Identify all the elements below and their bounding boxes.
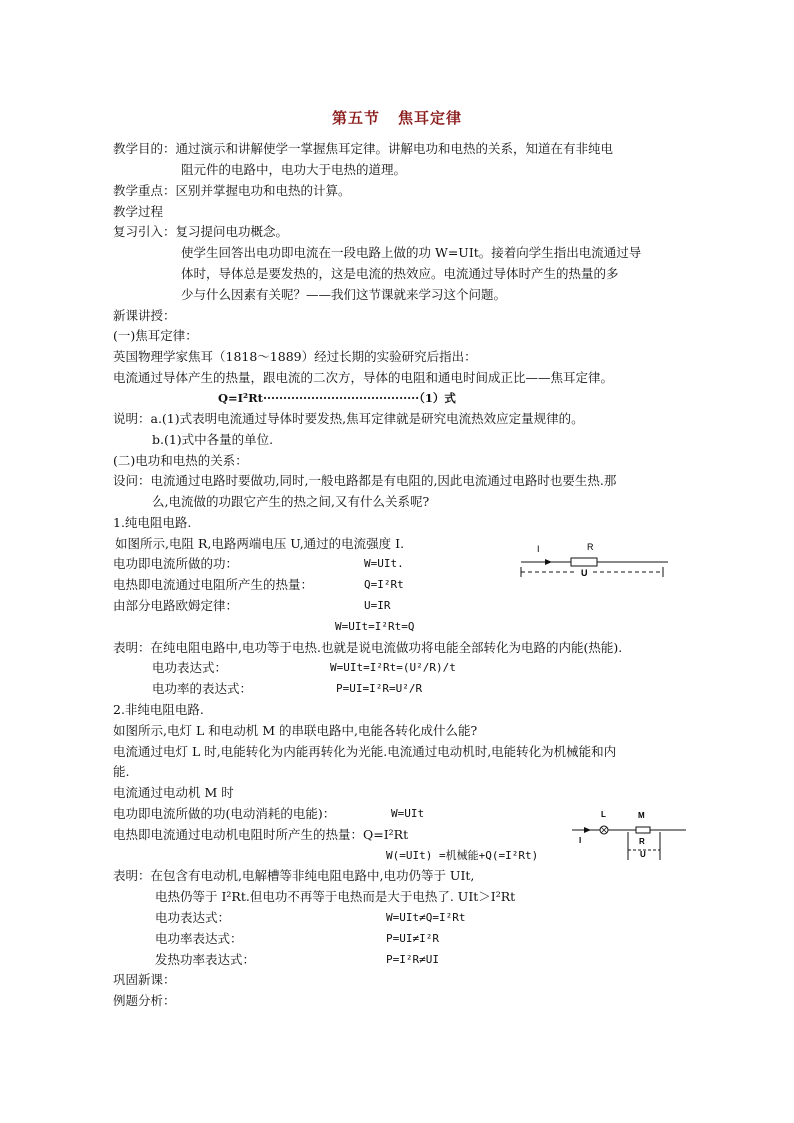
page-title [0, 107, 794, 128]
teaching-process-heading: 教学过程 [113, 204, 164, 219]
joule-law-heading: (一)焦耳定律： [113, 328, 198, 343]
teaching-key-point: 教学重点：区别并掌握电功和电热的计算。 [113, 183, 351, 198]
section-number: 第五节 [331, 109, 380, 127]
current-arrow-icon [584, 827, 591, 833]
lamp-motor-circuit-diagram [570, 806, 688, 864]
electric-heat-label: 电热即电流通过电阻所产生的热量： [113, 577, 314, 592]
current-label: I [537, 544, 540, 554]
power-expression-formula: P=UI=I²R=U²/R [336, 682, 423, 695]
teaching-goal-cont: 阻元件的电路中，电功大于电热的道理。 [181, 162, 407, 177]
current-label: I [579, 836, 582, 845]
motor-energy-balance: W(=UIt) =机械能+Q(=I²Rt) [386, 849, 539, 862]
heat-power-expression-label: 发热功率表达式： [155, 952, 256, 967]
energy-conversion-line-2: 能. [113, 764, 130, 779]
voltage-label: U [581, 568, 588, 578]
motor-label: M [638, 811, 645, 820]
electric-work-formula: W=UIt. [364, 557, 404, 570]
pure-resistor-circuit-diagram [515, 536, 675, 586]
review-paragraph-2: 体时，导体总是要发热的，这是电流的热效应。电流通过导体时产生的热量的多 [181, 266, 619, 281]
electric-heat-formula: Q=I²Rt [364, 578, 404, 591]
joule-law-statement: 电流通过导体产生的热量，跟电流的二次方，导体的电阻和通电时间成正比——焦耳定律。 [113, 370, 614, 385]
ohm-law-label: 由部分电路欧姆定律： [113, 598, 239, 613]
heat-power-expression-formula: P=I²R≠UI [386, 953, 439, 966]
motor-symbol [636, 827, 650, 833]
motor-work-label: 电功即电流所做的功(电动消耗的电能)： [113, 806, 336, 821]
lamp-label: L [601, 810, 606, 819]
motor-work-formula: W=UIt [391, 807, 425, 820]
np-power-expression-formula: P=UI≠I²R [386, 932, 439, 945]
joule-intro: 英国物理学家焦耳（1818～1889）经过长期的实验研究后指出： [113, 349, 477, 364]
power-expression-label: 电功率的表达式： [152, 681, 253, 696]
work-heat-heading: (二)电功和电热的关系： [113, 453, 248, 468]
review-paragraph-3: 少与什么因素有关呢？——我们这节课就来学习这个问题。 [181, 287, 507, 302]
np-work-expression-formula: W=UIt≠Q=I²Rt [386, 911, 466, 924]
non-pure-conclusion-2: 电热仍等于 I²Rt.但电功不再等于电热而是大于电热了. UIt＞I²Rt [155, 889, 516, 904]
question-line-2: 么,电流做的功跟它产生的热之间,又有什么关系呢? [152, 494, 430, 509]
new-lesson-heading: 新课讲授： [113, 308, 176, 323]
explanation-b: b.(1)式中各量的单位. [152, 432, 274, 447]
work-equals-heat-formula: W=UIt=I²Rt=Q [335, 620, 415, 633]
pure-resistor-setup: 如图所示,电阻 R,电路两端电压 U,通过的电流强度 I. [115, 536, 405, 551]
non-pure-question: 如图所示,电灯 L 和电动机 M 的串联电路中,电能各转化成什么能? [113, 723, 478, 738]
voltage-label: U [640, 850, 646, 859]
review-paragraph-1: 使学生回答出电功即电流在一段电路上做的功 W=UIt。接着向学生指出电流通过导 [181, 245, 642, 260]
pure-resistor-heading: 1.纯电阻电路. [113, 515, 192, 530]
resistor-symbol [571, 558, 597, 566]
ohm-law-formula: U=IR [364, 599, 391, 612]
joule-law-formula: Q=I²Rt·······································（1）式 [218, 391, 456, 405]
resistor-label: R [639, 837, 645, 846]
work-expression-formula: W=UIt=I²Rt=(U²/R)/t [330, 661, 456, 674]
example-analysis-heading: 例题分析： [113, 993, 176, 1008]
review-intro-line: 复习引入：复习提问电功概念。 [113, 224, 289, 239]
explanation-a: 说明：a.(1)式表明电流通过导体时要发热,焦耳定律就是研究电流热效应定量规律的。 [113, 411, 584, 426]
work-expression-label: 电功表达式： [152, 660, 228, 675]
current-arrow-icon [545, 559, 552, 565]
teaching-goal-line: 教学目的：通过演示和讲解使学一掌握焦耳定律。讲解电功和电热的关系，知道在有非纯电 [113, 141, 614, 156]
non-pure-resistor-heading: 2.非纯电阻电路. [113, 702, 204, 717]
section-title: 焦耳定律 [398, 109, 463, 127]
question-line-1: 设问：电流通过电路时要做功,同时,一般电路都是有电阻的,因此电流通过电路时也要生热.那 [113, 473, 617, 488]
electric-work-label: 电功即电流所做的功： [113, 556, 239, 571]
resistor-label: R [587, 542, 594, 552]
consolidation-heading: 巩固新课： [113, 972, 176, 987]
np-work-expression-label: 电功表达式： [155, 910, 231, 925]
motor-heat-line: 电热即电流通过电动机电阻时所产生的热量：Q=I²Rt [113, 827, 409, 842]
motor-current-heading: 电流通过电动机 M 时 [113, 785, 234, 800]
np-power-expression-label: 电功率表达式： [155, 931, 243, 946]
pure-resistor-conclusion: 表明：在纯电阻电路中,电功等于电热.也就是说电流做功将电能全部转化为电路的内能(热能). [113, 640, 623, 655]
non-pure-conclusion-1: 表明：在包含有电动机,电解槽等非纯电阻电路中,电功仍等于 UIt, [113, 868, 475, 883]
energy-conversion-line-1: 电流通过电灯 L 时,电能转化为内能再转化为光能.电流通过电动机时,电能转化为机械能和内 [113, 744, 617, 759]
